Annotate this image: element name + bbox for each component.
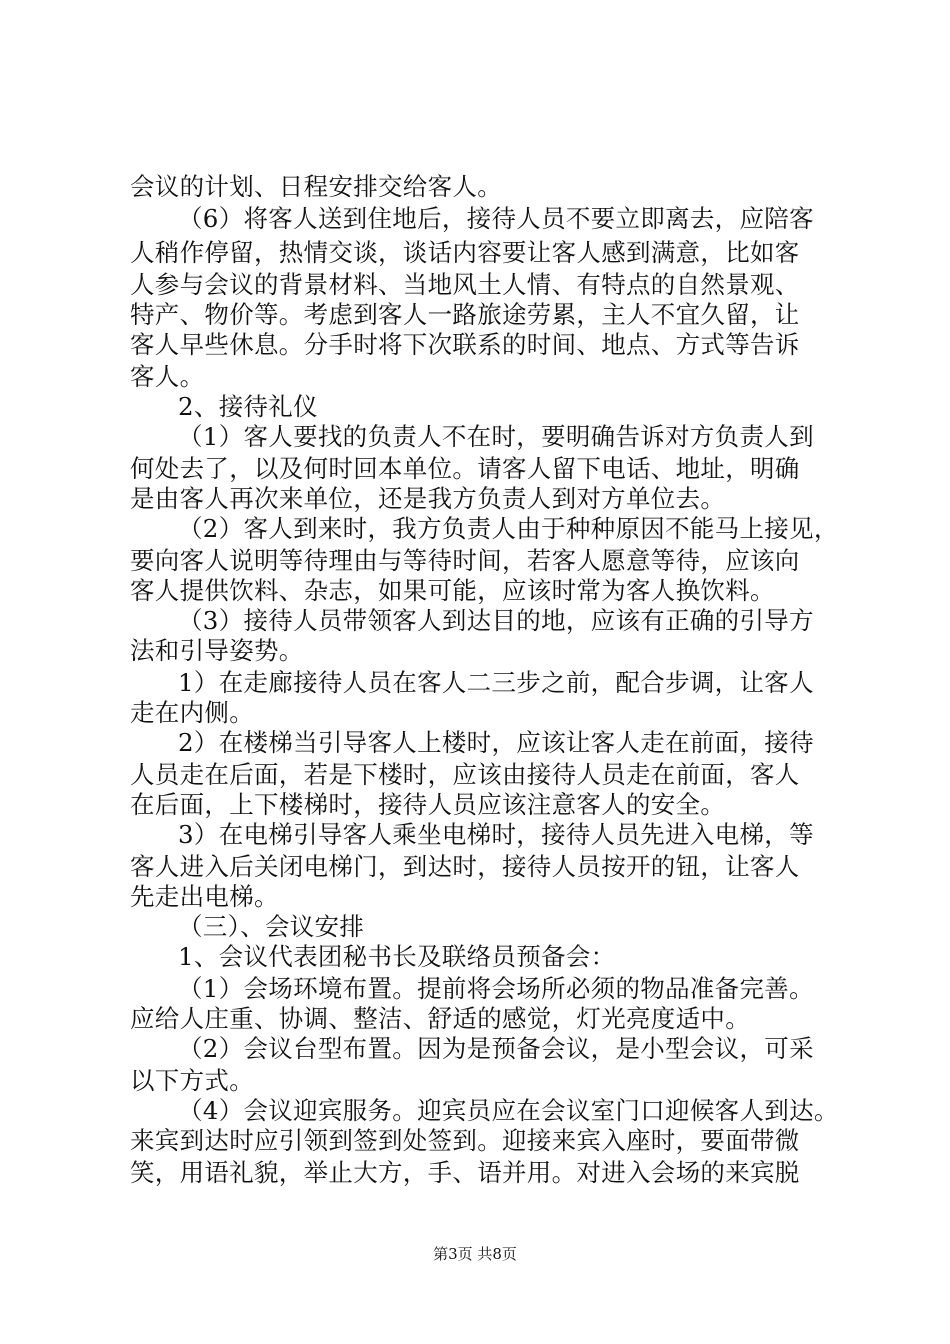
- subsection-heading: 1、会议代表团秘书长及联络员预备会：: [178, 942, 616, 971]
- text-line: 是由客人再次来单位，还是我方负责人到对方单位去。: [130, 484, 726, 513]
- text-line: （1）客人要找的负责人不在时，要明确告诉对方负责人到: [178, 422, 814, 451]
- text-line: 人员走在后面，若是下楼时，应该由接待人员走在前面，客人: [130, 760, 800, 789]
- text-line: 客人。: [130, 362, 205, 391]
- text-line: 走在内侧。: [130, 698, 254, 727]
- text-line: （4）会议迎宾服务。迎宾员应在会议室门口迎候客人到达。: [178, 1096, 839, 1125]
- text-line: 要向客人说明等待理由与等待时间，若客人愿意等待，应该向: [130, 546, 800, 575]
- text-line: 来宾到达时应引领到签到处签到。迎接来宾入座时，要面带微: [130, 1126, 800, 1155]
- text-line: 3）在电梯引导客人乘坐电梯时，接待人员先进入电梯，等: [178, 820, 814, 849]
- text-line: （2）会议台型布置。因为是预备会议，是小型会议，可采: [178, 1034, 814, 1063]
- text-line: 法和引导姿势。: [130, 636, 304, 665]
- text-line: 何处去了，以及何时回本单位。请客人留下电话、地址，明确: [130, 454, 800, 483]
- text-line: 客人早些休息。分手时将下次联系的时间、地点、方式等告诉: [130, 330, 800, 359]
- section-heading: 2、接待礼仪: [178, 392, 318, 421]
- text-line: 在后面，上下楼梯时，接待人员应该注意客人的安全。: [130, 790, 726, 819]
- text-line: （6）将客人送到住地后，接待人员不要立即离去，应陪客: [178, 204, 814, 233]
- text-line: （1）会场环境布置。提前将会场所必须的物品准备完善。: [178, 974, 814, 1003]
- text-line: 2）在楼梯当引导客人上楼时，应该让客人走在前面，接待: [178, 728, 814, 757]
- text-line: 客人进入后关闭电梯门，到达时，接待人员按开的钮，让客人: [130, 852, 800, 881]
- text-line: 1）在走廊接待人员在客人二三步之前，配合步调，让客人: [178, 668, 814, 697]
- text-line: 应给人庄重、协调、整洁、舒适的感觉，灯光亮度适中。: [130, 1004, 750, 1033]
- text-line: 人稍作停留，热情交谈，谈话内容要让客人感到满意，比如客: [130, 238, 800, 267]
- text-line: 先走出电梯。: [130, 882, 279, 911]
- page-footer: 第3页 共8页: [433, 1245, 517, 1263]
- text-line: 特产、物价等。考虑到客人一路旅途劳累，主人不宜久留，让: [130, 300, 800, 329]
- section-heading: （三）、会议安排: [178, 912, 365, 941]
- text-line: 笑，用语礼貌，举止大方，手、语并用。对进入会场的来宾脱: [130, 1158, 800, 1187]
- text-line: 以下方式。: [130, 1066, 254, 1095]
- text-line: 会议的计划、日程安排交给客人。: [130, 172, 502, 201]
- text-line: 人参与会议的背景材料、当地风土人情、有特点的自然景观、: [130, 270, 800, 299]
- text-line: 客人提供饮料、杂志，如果可能，应该时常为客人换饮料。: [130, 576, 775, 605]
- text-line: （2）客人到来时，我方负责人由于种种原因不能马上接见，: [178, 514, 839, 543]
- text-line: （3）接待人员带领客人到达目的地，应该有正确的引导方: [178, 606, 814, 635]
